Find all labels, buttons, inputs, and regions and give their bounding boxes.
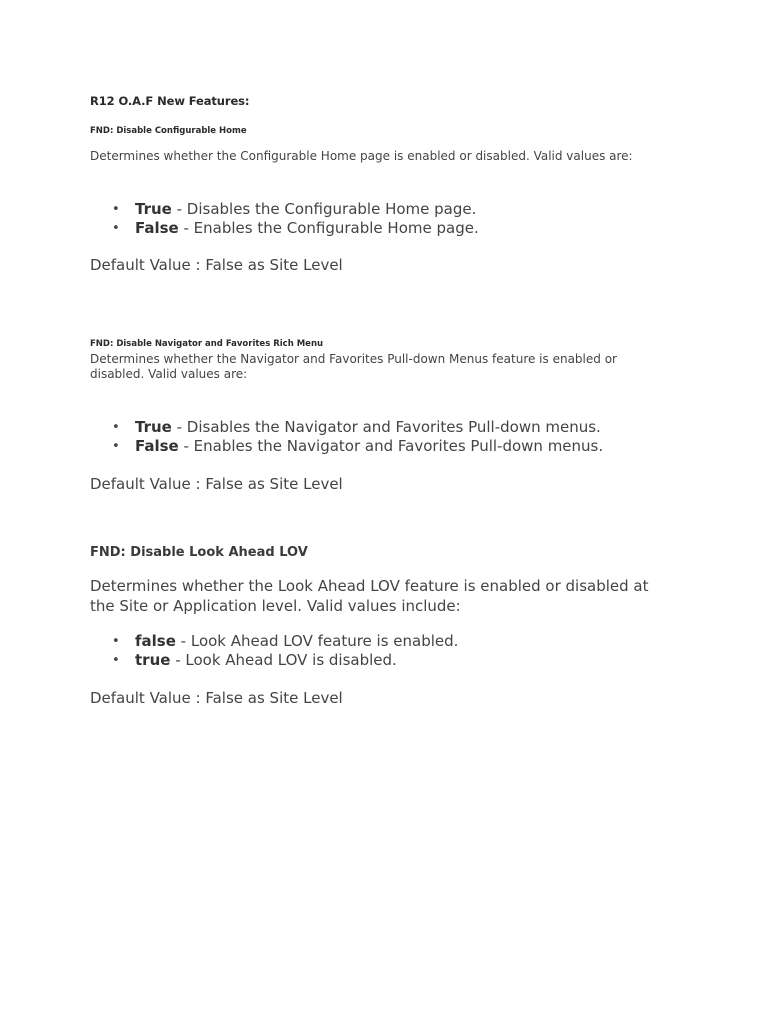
section-heading-navigator-favorites: FND: Disable Navigator and Favorites Rich Menu: [90, 339, 324, 349]
document-title: R12 O.A.F New Features:: [90, 94, 250, 108]
option-term: False: [135, 437, 179, 455]
section-description-navigator-favorites: Determines whether the Navigator and Favorites Pull-down Menus feature is enabled or disabled. Valid values are:: [90, 352, 617, 381]
option-term: False: [135, 219, 179, 237]
bullet-icon: •: [112, 634, 120, 649]
option-text: - Disables the Navigator and Favorites Pull-down menus.: [171, 418, 601, 436]
section-heading-look-ahead-lov: FND: Disable Look Ahead LOV: [90, 545, 308, 560]
option-text: - Look Ahead LOV is disabled.: [170, 651, 397, 669]
option-text: - Look Ahead LOV feature is enabled.: [175, 632, 459, 650]
option-term: True: [135, 200, 172, 218]
section-description-look-ahead-lov: Determines whether the Look Ahead LOV feature is enabled or disabled at the Site or Application level. Valid values include:: [90, 577, 649, 615]
option-text: - Enables the Navigator and Favorites Pull-down menus.: [178, 437, 604, 455]
option-text: - Disables the Configurable Home page.: [171, 200, 477, 218]
list-item: [90, 219, 690, 238]
option-text: - Enables the Configurable Home page.: [178, 219, 479, 237]
list-item: [90, 200, 690, 219]
bullet-icon: •: [112, 653, 120, 668]
option-term: true: [135, 651, 171, 669]
bullet-icon: •: [112, 202, 120, 217]
options-list-navigator-favorites: [90, 418, 690, 456]
options-list-configurable-home: [90, 200, 690, 238]
default-value-configurable-home: Default Value : False as Site Level: [90, 256, 343, 274]
bullet-icon: •: [112, 420, 120, 435]
list-item: [90, 651, 690, 670]
bullet-icon: •: [112, 439, 120, 454]
list-item: [90, 437, 690, 456]
option-term: True: [135, 418, 172, 436]
default-value-navigator-favorites: Default Value : False as Site Level: [90, 475, 343, 493]
options-list-look-ahead-lov: [90, 632, 690, 670]
bullet-icon: •: [112, 221, 120, 236]
default-value-look-ahead-lov: Default Value : False as Site Level: [90, 689, 343, 707]
list-item: [90, 418, 690, 437]
section-description-configurable-home: Determines whether the Configurable Home page is enabled or disabled. Valid values are:: [90, 149, 633, 163]
option-term: false: [135, 632, 176, 650]
section-heading-configurable-home: FND: Disable Configurable Home: [90, 126, 247, 136]
list-item: [90, 632, 690, 651]
